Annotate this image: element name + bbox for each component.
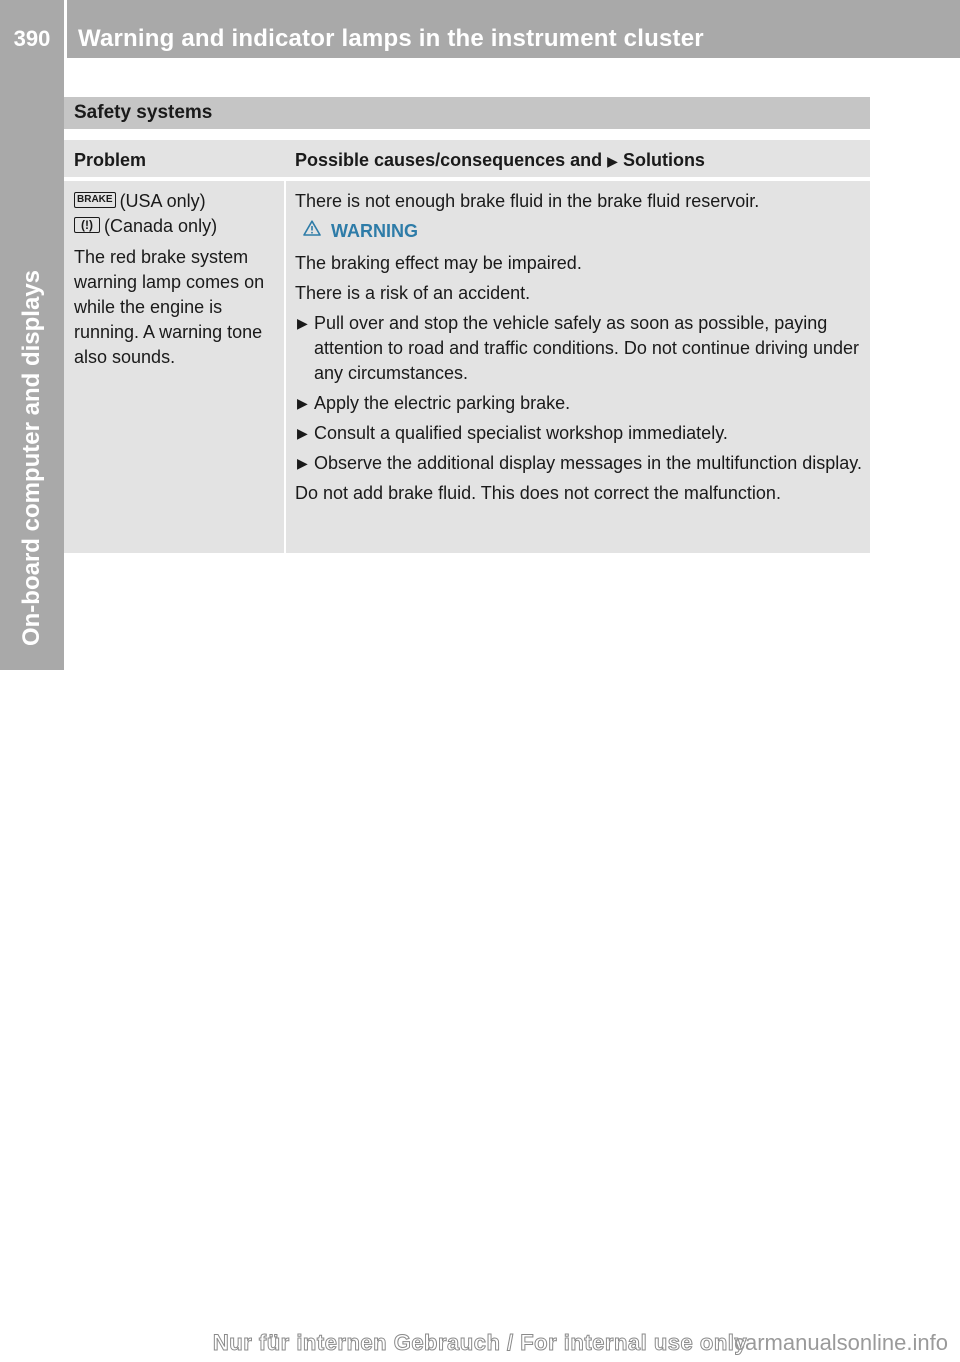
- internal-use-watermark: Nur für internen Gebrauch / For internal use only: [212, 1330, 748, 1355]
- cause-text: There is not enough brake fluid in the brake fluid reservoir.: [295, 191, 760, 211]
- site-watermark: carmanualsonline.info: [733, 1330, 948, 1355]
- column-header-problem: Problem: [74, 150, 147, 170]
- step-item: [295, 451, 863, 476]
- lamp-canada-text: (Canada only): [104, 216, 218, 236]
- warning-line-1: The braking effect may be impaired.: [295, 252, 582, 273]
- arrow-right-icon: ▶: [607, 153, 618, 169]
- table-header: [64, 140, 870, 179]
- step-arrow-icon: ▶: [297, 394, 308, 411]
- page-title: Warning and indicator lamps in the instrument cluster: [78, 25, 704, 52]
- step-item: [295, 391, 863, 416]
- column-divider: [284, 181, 286, 553]
- warning-line-2: There is a risk of an accident.: [295, 282, 531, 303]
- chapter-side-tab: [0, 58, 64, 670]
- step-text: Consult a qualified specialist workshop immediately.: [314, 422, 728, 443]
- step-item: [295, 421, 863, 446]
- lamp-usa-text: (USA only): [119, 191, 206, 211]
- note-text: Do not add brake fluid. This does not correct the malfunction.: [295, 482, 781, 503]
- page-header: [0, 0, 960, 58]
- section-title: Safety systems: [64, 97, 870, 129]
- step-text: Observe the additional display messages in the multifunction display.: [314, 452, 862, 473]
- step-item: [295, 311, 863, 386]
- problem-cell: [74, 189, 280, 370]
- column-header-causes-prefix: Possible causes/consequences and: [295, 150, 603, 170]
- brake-warning-lamp-icon: BRAKE: [74, 192, 116, 208]
- column-header-causes: [295, 140, 705, 181]
- chapter-side-tab-label: On-board computer and displays: [18, 269, 45, 647]
- brake-circle-lamp-icon: (!): [74, 217, 100, 233]
- step-arrow-icon: ▶: [297, 424, 308, 441]
- table-row: [64, 181, 870, 553]
- page-number: 390: [13, 26, 51, 51]
- step-text: Pull over and stop the vehicle safely as soon as possible, paying attention to road and traffic conditions. Do not continue driving under any circumstances.: [314, 312, 860, 383]
- warning-heading: [295, 219, 863, 245]
- problem-description: The red brake system warning lamp comes on while the engine is running. A warning tone also sounds.: [74, 247, 265, 367]
- warning-label: WARNING: [331, 221, 418, 241]
- step-text: Apply the electric parking brake.: [314, 392, 571, 413]
- footer-watermark: [0, 1330, 960, 1360]
- causes-cell: [295, 189, 863, 511]
- header-divider: [64, 0, 67, 58]
- column-header-causes-suffix: Solutions: [622, 150, 705, 170]
- step-arrow-icon: ▶: [297, 454, 308, 471]
- lamp-usa-line: [74, 189, 280, 214]
- step-arrow-icon: ▶: [297, 314, 308, 331]
- lamp-canada-line: [74, 214, 280, 239]
- warning-triangle-icon: [303, 218, 321, 243]
